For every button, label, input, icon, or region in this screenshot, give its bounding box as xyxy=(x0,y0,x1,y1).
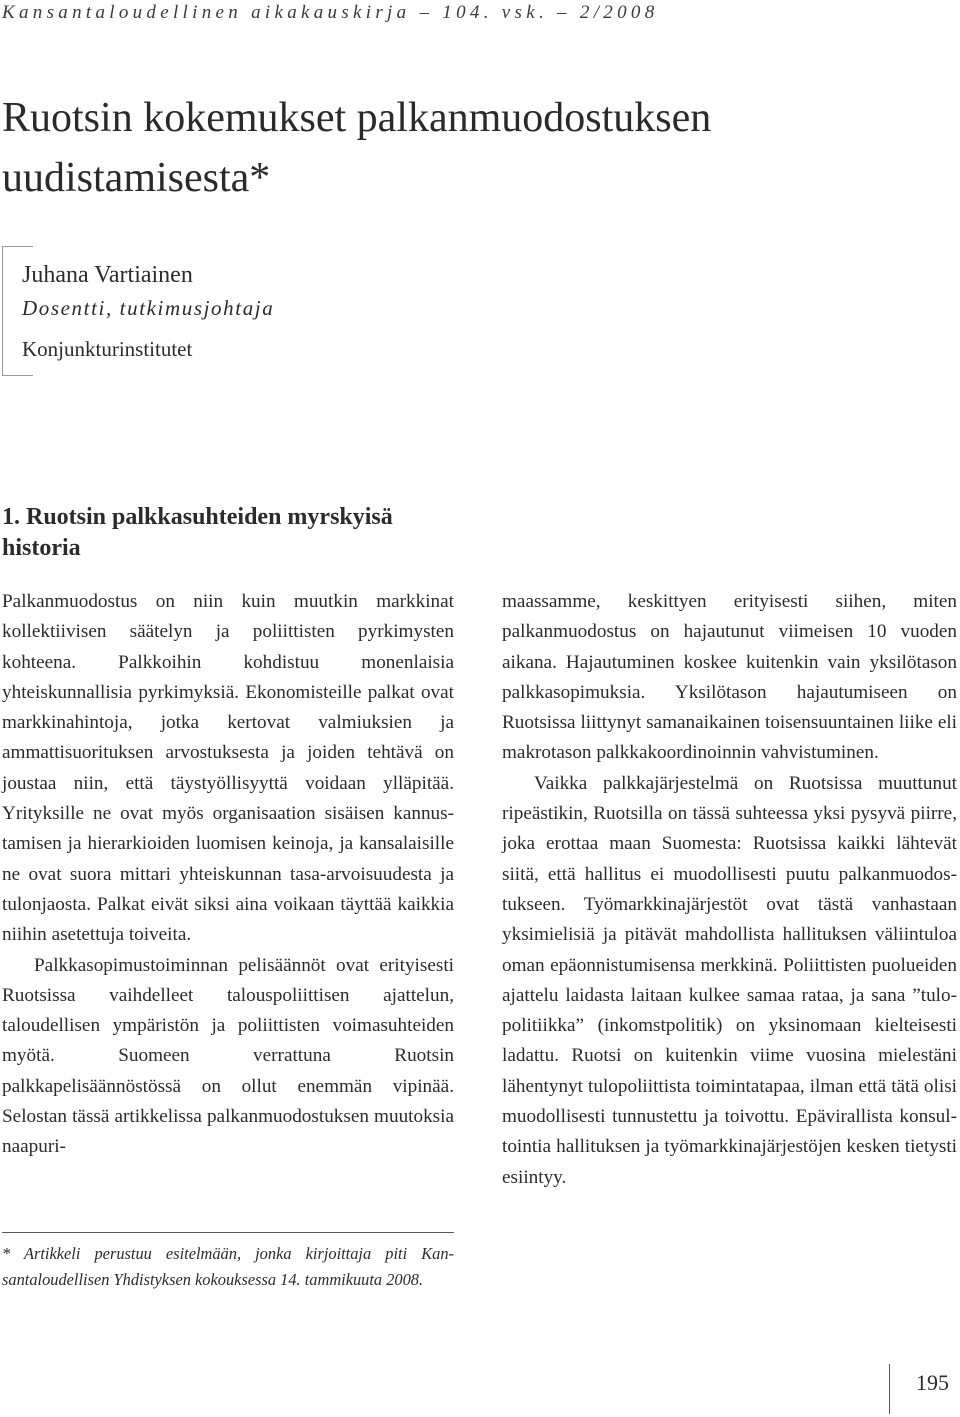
body-paragraph: Palkkasopimustoiminnan pelisäännöt ovat erityisesti Ruotsissa vaihdelleet talouspoliittisen ajattelun, taloudellisen ympäristön ja poliittisten voimasuhteiden myötä. Suomeen verrattuna Ruotsin palkkapelisäännöstössä on ollut enemmän vipinää. Selostan tässä artikkelissa palkanmuodostuksen muutoksia naapuri- xyxy=(2,954,454,1158)
body-paragraph: Vaikka palkkajärjestelmä on Ruotsissa muuttunut ripeästikin, Ruotsilla on tässä suhteessa yksi pysyvä piirre, joka erottaa maan Suomesta: Ruotsissa kaikki lähtevät siitä, että hallitus ei muodollisesti puutu palkanmuodostukseen. Työmarkkinajärjestöt ovat tästä vanhastaan yksimielisiä ja pitävät mahdollista hallituksen väliintuloa oman epäonnistumisensa merkkinä. Poliittisten puolueiden ajattelu laidasta laitaan kulkee samaa rataa, ja sana ”tulopolitiikka” (inkomstpolitik) on yksinomaan kielteisesti ladattu. Ruotsi on kuitenkin viime vuosina mielestäni lähentynyt tulopoliittista toimintatapaa, ilman että tätä olisi muodollisesti tunnustettu ja toivottu. Epävirallista konsultointia hallituksen ja työmarkkinajärjestöjen kesken tietysti esiintyy. xyxy=(502,772,957,1188)
journal-header: Kansantaloudellinen aikakauskirja – 104. vsk. – 2/2008 xyxy=(2,2,659,23)
author-role: Dosentti, tutkimusjohtaja xyxy=(22,296,275,320)
body-paragraph: maassamme, keskittyen erityisesti siihen, miten palkanmuodostus on hajautunut viimeisen 10 vuoden aikana. Hajautuminen koskee kuitenkin vain yksilötason palkkasopimuksia. Yksilötason hajautumiseen on Ruotsissa liittynyt samanaikainen toisensuuntainen liike eli makrotason palkkakoordinoinnin vahvistuminen. xyxy=(502,591,957,764)
footnote-divider xyxy=(2,1232,454,1233)
footnote: * Artikkeli perustuu esitelmään, jonka kirjoittaja piti Kansantaloudellisen Yhdistyksen kokouksessa 14. tammikuuta 2008. xyxy=(2,1244,454,1289)
article-title: Ruotsin kokemukset palkanmuodostuksen uudistamisesta* xyxy=(2,95,712,201)
page-number: 195 xyxy=(916,1370,949,1395)
page-number-divider xyxy=(889,1364,890,1414)
body-paragraph: Palkanmuodostus on niin kuin muutkin markkinat kollektiivisen säätelyn ja poliittisten pyrkimysten kohteena. Palkkoihin kohdistuu monenlaisia yhteiskunnallisia pyrkimyksiä. Ekonomisteille palkat ovat markkinahintoja, jotka kertovat valmiuksien ja ammattisuorituksen arvostuksesta ja joiden tehtävä on joustaa niin, että täystyöllisyyttä voidaan ylläpitää. Yrityksille ne ovat myös organisaation sisäisen kannustamisen ja hierarkioiden luomisen keinoja, ja kansalaisille ne ovat suora mittari yhteiskunnan tasa-arvoisuudesta ja tulonjaosta. Palkat eivät siksi aina voikaan täyttää kaikkia niihin asetettuja toiveita. xyxy=(2,591,454,946)
author-name: Juhana Vartiainen xyxy=(22,262,193,288)
author-institution: Konjunkturinstitutet xyxy=(22,337,193,361)
right-column xyxy=(502,587,957,1193)
left-column xyxy=(2,587,454,1163)
section-heading: 1. Ruotsin palkkasuhteiden myrskyisä historia xyxy=(2,504,393,561)
